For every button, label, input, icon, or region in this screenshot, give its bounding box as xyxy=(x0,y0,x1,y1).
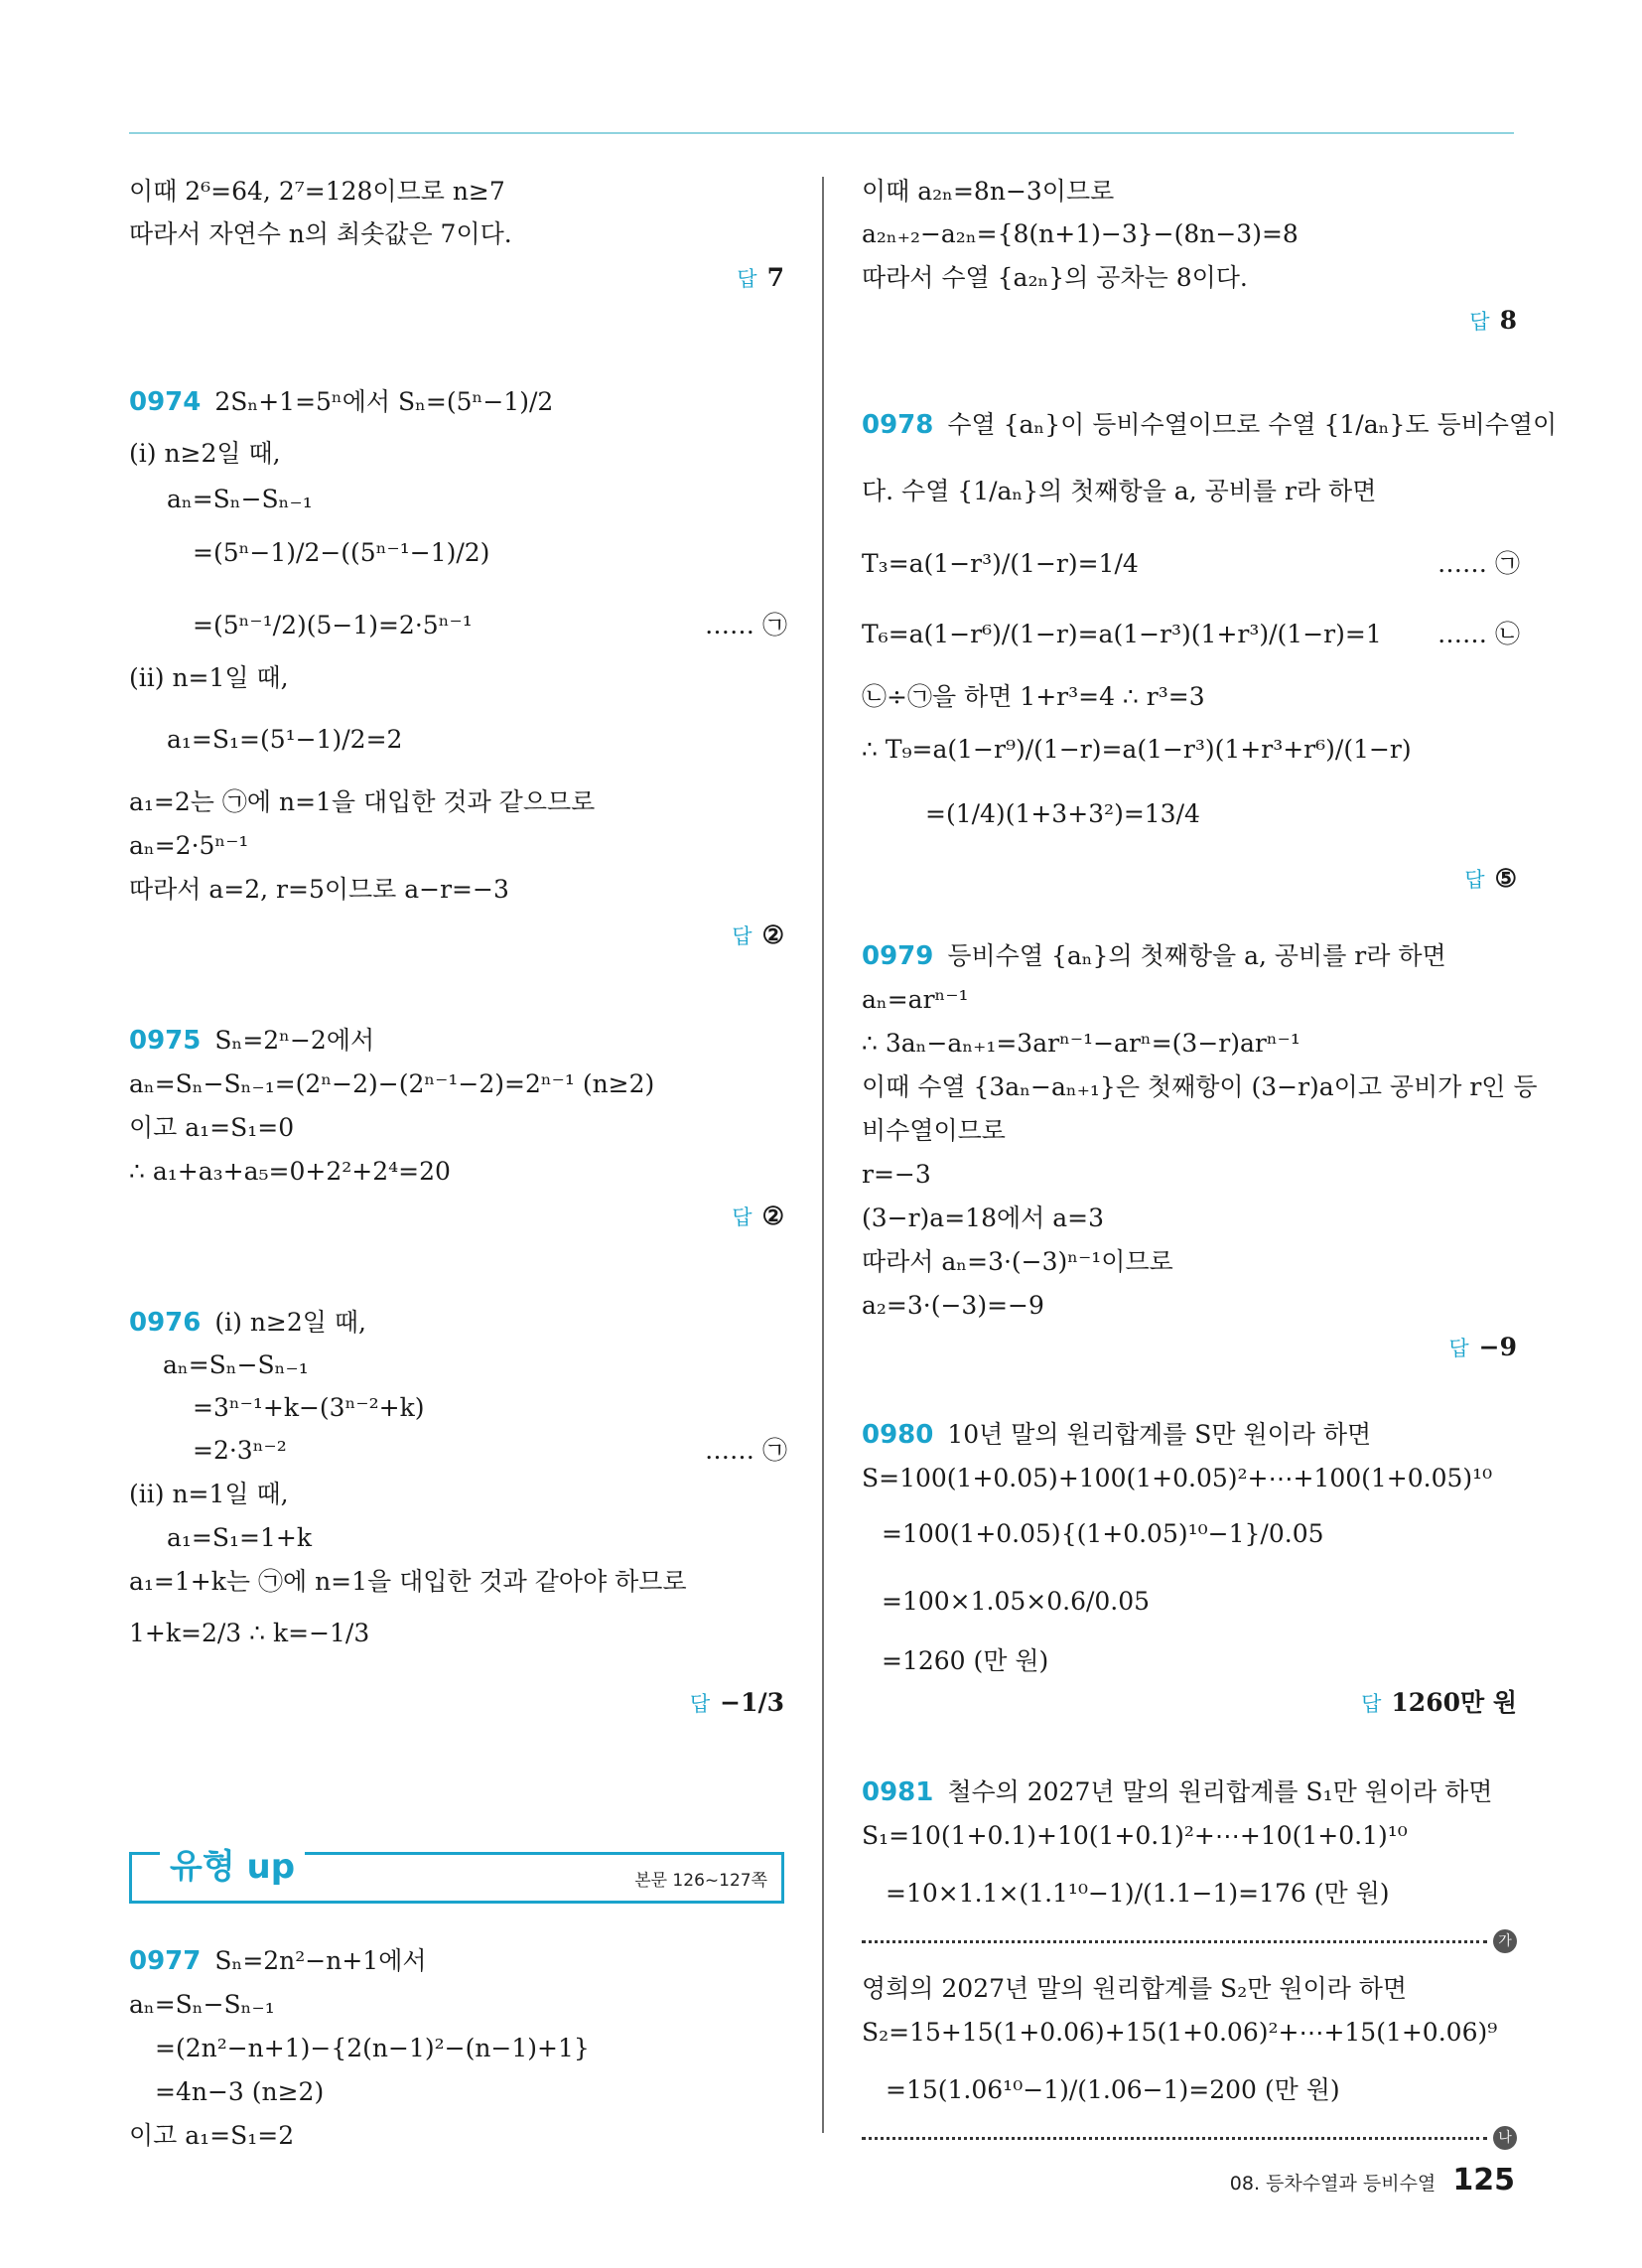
text-line: aₙ=2·5ⁿ⁻¹ xyxy=(129,831,249,860)
text-line: 영희의 2027년 말의 원리합계를 S₂만 원이라 하면 xyxy=(862,1974,1408,2003)
section-title: 유형 up xyxy=(160,1839,305,1888)
text-line: 비수열이므로 xyxy=(862,1116,1006,1145)
problem-0976: 0976 (i) n≥2일 때, xyxy=(129,1308,366,1338)
text-line: 이고 a₁=S₁=0 xyxy=(129,1113,295,1142)
text-line: =(5ⁿ⁻¹/2)(5−1)=2·5ⁿ⁻¹ xyxy=(193,611,473,639)
problem-number: 0978 xyxy=(862,410,934,440)
text-line: a₁=S₁=1+k xyxy=(167,1523,312,1552)
problem-0980: 0980 10년 말의 원리합계를 S만 원이라 하면 xyxy=(862,1420,1372,1450)
text-line: =(2n²−n+1)−{2(n−1)²−(n−1)+1} xyxy=(155,2034,590,2062)
circled-mark-ga: 가 xyxy=(1493,1929,1517,1953)
text-line: =1260 (만 원) xyxy=(882,1646,1049,1675)
problem-number: 0980 xyxy=(862,1420,934,1450)
text-line: a₁=S₁=(5¹−1)/2=2 xyxy=(167,725,403,754)
circled-mark-na: 나 xyxy=(1493,2126,1517,2150)
equation-marker: …… ㉠ xyxy=(705,611,787,639)
text-line: aₙ=Sₙ−Sₙ₋₁=(2ⁿ−2)−(2ⁿ⁻¹−2)=2ⁿ⁻¹ (n≥2) xyxy=(129,1069,655,1098)
problem-number: 0976 xyxy=(129,1308,202,1338)
text-line: S₁=10(1+0.1)+10(1+0.1)²+⋯+10(1+0.1)¹⁰ xyxy=(862,1821,1408,1850)
answer-7 xyxy=(737,263,784,294)
text-line: 따라서 aₙ=3·(−3)ⁿ⁻¹이므로 xyxy=(862,1247,1173,1276)
section-header xyxy=(129,1847,784,1904)
text-line: (i) n≥2일 때, xyxy=(129,439,281,468)
page-number: 125 xyxy=(1452,2163,1515,2197)
problem-0981: 0981 철수의 2027년 말의 원리합계를 S₁만 원이라 하면 xyxy=(862,1777,1493,1807)
text-line: =(5ⁿ−1)/2−((5ⁿ⁻¹−1)/2) xyxy=(193,538,490,567)
answer-value: 7 xyxy=(766,263,784,292)
problem-0977: 0977 Sₙ=2n²−n+1에서 xyxy=(129,1946,427,1976)
text-line: (ii) n=1일 때, xyxy=(129,1480,289,1508)
text-line: 2Sₙ+1=5ⁿ에서 Sₙ=(5ⁿ−1)/2 xyxy=(214,387,554,416)
text-line: ∴ 3aₙ−aₙ₊₁=3arⁿ⁻¹−arⁿ=(3−r)arⁿ⁻¹ xyxy=(862,1029,1300,1058)
text-line: =3ⁿ⁻¹+k−(3ⁿ⁻²+k) xyxy=(193,1393,425,1422)
text-line: a₁=2는 ㉠에 n=1을 대입한 것과 같으므로 xyxy=(129,787,596,816)
answer-label: 답 xyxy=(737,267,757,291)
text-line: =(1/4)(1+3+3²)=13/4 xyxy=(925,799,1200,828)
text-line: 다. 수열 {1/aₙ}의 첫째항을 a, 공비를 r라 하면 xyxy=(862,477,1377,505)
column-divider xyxy=(822,177,824,2133)
problem-0974 xyxy=(129,387,553,417)
answer-8: 답 8 xyxy=(1469,306,1517,335)
answer-0979: 답 −9 xyxy=(1448,1333,1517,1361)
problem-number: 0981 xyxy=(862,1777,934,1807)
problem-0978: 0978 수열 {aₙ}이 등비수열이므로 수열 {1/aₙ}도 등비수열이 xyxy=(862,410,1558,440)
text-line: =4n−3 (n≥2) xyxy=(155,2077,325,2106)
text-line: S₂=15+15(1+0.06)+15(1+0.06)²+⋯+15(1+0.06)⁹ xyxy=(862,2018,1498,2047)
text-line: r=−3 xyxy=(862,1160,931,1189)
text-line: 이고 a₁=S₁=2 xyxy=(129,2121,295,2150)
text-line: S=100(1+0.05)+100(1+0.05)²+⋯+100(1+0.05)¹⁰ xyxy=(862,1464,1493,1492)
text-line: 이때 2⁶=64, 2⁷=128이므로 n≥7 xyxy=(129,177,505,206)
text-line: 따라서 자연수 n의 최솟값은 7이다. xyxy=(129,219,512,248)
problem-0975: 0975 Sₙ=2ⁿ−2에서 xyxy=(129,1026,375,1056)
answer-0975: 답 ② xyxy=(732,1202,784,1230)
answer-0974: 답 ② xyxy=(732,921,784,949)
text-line: =15(1.06¹⁰−1)/(1.06−1)=200 (만 원) xyxy=(886,2075,1340,2104)
text-line: T₃=a(1−r³)/(1−r)=1/4 xyxy=(862,549,1139,578)
text-line: 1+k=2/3 ∴ k=−1/3 xyxy=(129,1619,370,1647)
text-line: =10×1.1×(1.1¹⁰−1)/(1.1−1)=176 (만 원) xyxy=(886,1879,1390,1908)
chapter-title: 08. 등차수열과 등비수열 xyxy=(1229,2173,1437,2195)
equation-marker: …… ㉠ xyxy=(1437,549,1520,578)
top-rule xyxy=(129,132,1514,134)
problem-0979: 0979 등비수열 {aₙ}의 첫째항을 a, 공비를 r라 하면 xyxy=(862,941,1446,971)
dotted-separator xyxy=(862,1940,1487,1943)
text-line: ∴ a₁+a₃+a₅=0+2²+2⁴=20 xyxy=(129,1157,451,1186)
text-line: (ii) n=1일 때, xyxy=(129,663,289,692)
text-line: 이때 a₂ₙ=8n−3이므로 xyxy=(862,177,1115,206)
text-line: ∴ T₉=a(1−r⁹)/(1−r)=a(1−r³)(1+r³+r⁶)/(1−r) xyxy=(862,735,1412,764)
page-footer xyxy=(1230,2163,1515,2197)
problem-number: 0977 xyxy=(129,1946,202,1976)
text-line: =100×1.05×0.6/0.05 xyxy=(882,1587,1151,1616)
text-line: 이때 수열 {3aₙ−aₙ₊₁}은 첫째항이 (3−r)a이고 공비가 r인 등 xyxy=(862,1072,1538,1101)
section-reference: 본문 126~127쪽 xyxy=(634,1871,767,1891)
text-line: ㉡÷㉠을 하면 1+r³=4 ∴ r³=3 xyxy=(862,682,1205,711)
text-line: 따라서 수열 {a₂ₙ}의 공차는 8이다. xyxy=(862,263,1248,292)
dotted-separator xyxy=(862,2137,1487,2140)
equation-marker: …… ㉠ xyxy=(705,1436,787,1465)
text-line: (3−r)a=18에서 a=3 xyxy=(862,1204,1104,1232)
text-line: a₂=3·(−3)=−9 xyxy=(862,1291,1044,1320)
text-line: aₙ=arⁿ⁻¹ xyxy=(862,985,969,1014)
answer-0980: 답 1260만 원 xyxy=(1361,1688,1517,1717)
problem-number: 0974 xyxy=(129,387,202,417)
text-line: aₙ=Sₙ−Sₙ₋₁ xyxy=(163,1350,309,1379)
problem-number: 0975 xyxy=(129,1026,202,1056)
text-line: a₁=1+k는 ㉠에 n=1을 대입한 것과 같아야 하므로 xyxy=(129,1567,687,1596)
text-line: =100(1+0.05){(1+0.05)¹⁰−1}/0.05 xyxy=(882,1519,1324,1548)
problem-number: 0979 xyxy=(862,941,934,971)
text-line: a₂ₙ₊₂−a₂ₙ={8(n+1)−3}−(8n−3)=8 xyxy=(862,219,1299,248)
text-line: =2·3ⁿ⁻² xyxy=(193,1436,287,1465)
text-line: aₙ=Sₙ−Sₙ₋₁ xyxy=(167,485,313,513)
equation-marker: …… ㉡ xyxy=(1437,620,1520,648)
answer-0978: 답 ⑤ xyxy=(1464,864,1517,893)
text-line: T₆=a(1−r⁶)/(1−r)=a(1−r³)(1+r³)/(1−r)=1 xyxy=(862,620,1382,648)
text-line: 따라서 a=2, r=5이므로 a−r=−3 xyxy=(129,875,509,904)
answer-0976: 답 −1/3 xyxy=(689,1688,784,1717)
text-line: aₙ=Sₙ−Sₙ₋₁ xyxy=(129,1990,275,2019)
